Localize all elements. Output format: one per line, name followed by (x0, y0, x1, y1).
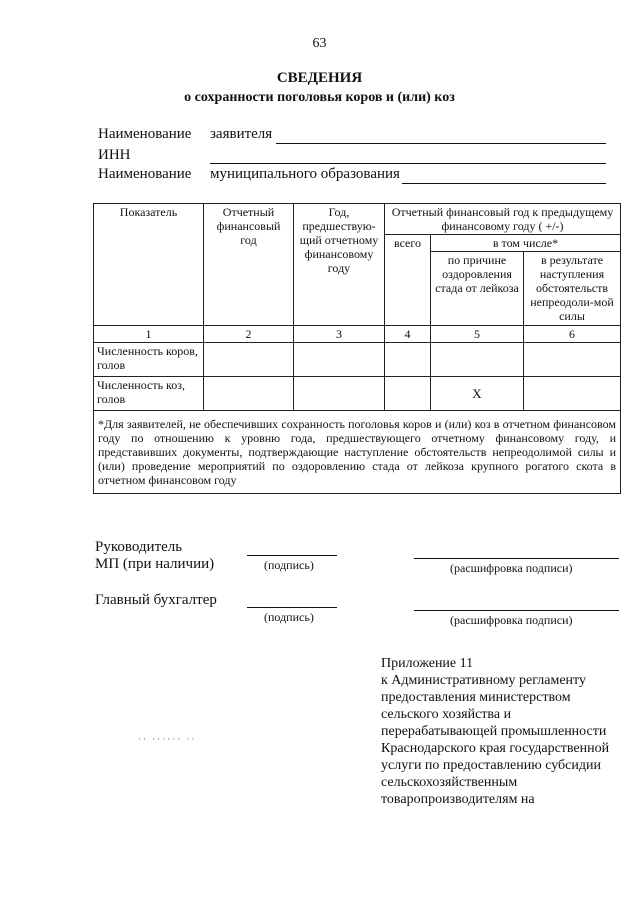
livestock-table (93, 203, 621, 494)
chief-accountant-label: Главный бухгалтер (95, 592, 217, 608)
appendix-title: Приложение 11 (381, 656, 474, 671)
head-decode-caption: (расшифровка подписи) (450, 561, 573, 575)
row-label: Численность коз, голов (94, 377, 204, 411)
column-number: 5 (431, 326, 524, 343)
accountant-decode-caption: (расшифровка подписи) (450, 613, 573, 627)
cell-total[interactable] (385, 377, 431, 411)
appendix-block (381, 655, 616, 808)
stamp-label: МП (при наличии) (95, 556, 215, 572)
accountant-decode-line[interactable] (414, 610, 619, 611)
header-reporting-year: Отчетный финансовый год (204, 204, 294, 326)
header-health-reason: по причине оздоровления стада от лейкоза (431, 252, 524, 326)
head-decode-line[interactable] (414, 558, 619, 559)
scan-marks: ·· ······ ·· (138, 734, 197, 744)
header-prev-year: Год, предшествую-щий отчетному финансовому году (294, 204, 385, 326)
page-number: 63 (312, 36, 327, 51)
header-force-majeure: в результате наступления обстоятельств непреодоли-мой силы (524, 252, 621, 326)
column-number-row (94, 326, 621, 343)
municipality-label: Наименование (98, 166, 192, 182)
head-label: Руководитель (95, 539, 183, 555)
appendix-text: к Административному регламенту предоставления министерством сельского хозяйства и перерабатывающей промышленности Краснодарского края государственной услуги по предоставлению субсидии сельскохозяйственным товаропроизводителям на (381, 673, 610, 807)
document-title: СВЕДЕНИЯ (276, 70, 363, 86)
table-footnote: *Для заявителей, не обеспечивших сохранность поголовья коров и (или) коз в отчетном финансовом году по отношению к уровню года, предшествующего отчетному финансовому году, и представивших документы, подтверждающие наступление обстоятельств непреодолимой силы и (или) проведение мероприятий по оздоровлению стада от лейкоза крупного рогатого скота в отчетном финансовом году (94, 411, 621, 494)
cell-prev-year[interactable] (294, 377, 385, 411)
applicant-input-line[interactable] (276, 143, 606, 144)
municipality-text: муниципального образования (210, 166, 400, 182)
head-signature-line[interactable] (247, 555, 337, 556)
inn-input-line[interactable] (210, 163, 606, 164)
applicant-label: Наименование (98, 126, 192, 142)
row-label: Численность коров, голов (94, 343, 204, 377)
column-number: 3 (294, 326, 385, 343)
column-number: 4 (385, 326, 431, 343)
document-subtitle: о сохранности поголовья коров и (или) коз (184, 90, 455, 105)
cell-health-reason: Х (431, 377, 524, 411)
column-number: 6 (524, 326, 621, 343)
accountant-signature-caption: (подпись) (264, 610, 314, 624)
header-including: в том числе* (431, 235, 621, 252)
header-total: всего (385, 235, 431, 326)
cell-total[interactable] (385, 343, 431, 377)
table-row-cows (94, 343, 621, 377)
table-row-goats (94, 377, 621, 411)
head-signature-caption: (подпись) (264, 558, 314, 572)
cell-force-majeure[interactable] (524, 377, 621, 411)
cell-force-majeure[interactable] (524, 343, 621, 377)
header-difference-group: Отчетный финансовый год к предыдущему финансовому году ( +/-) (385, 204, 621, 235)
accountant-signature-line[interactable] (247, 607, 337, 608)
column-number: 2 (204, 326, 294, 343)
municipality-input-line[interactable] (402, 183, 606, 184)
applicant-text: заявителя (210, 126, 273, 142)
cell-reporting-year[interactable] (204, 343, 294, 377)
inn-label: ИНН (98, 147, 131, 163)
column-number: 1 (94, 326, 204, 343)
cell-prev-year[interactable] (294, 343, 385, 377)
header-indicator: Показатель (94, 204, 204, 326)
cell-health-reason[interactable] (431, 343, 524, 377)
cell-reporting-year[interactable] (204, 377, 294, 411)
